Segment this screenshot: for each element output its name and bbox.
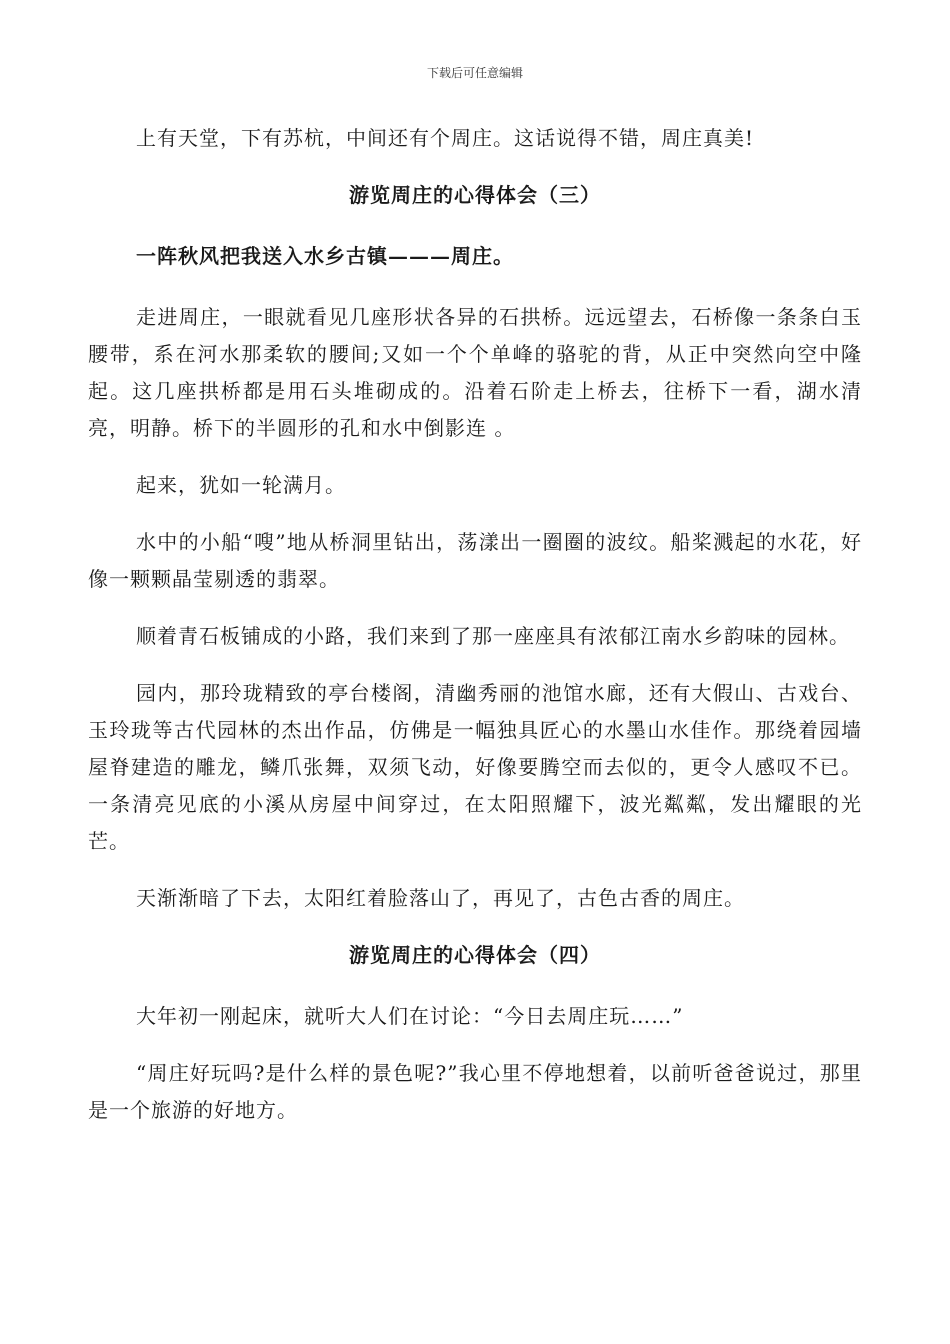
section-heading-4: 游览周庄的心得体会（四） [349, 943, 601, 967]
paragraph: 水中的小船“嗖”地从桥洞里钻出，荡漾出一圈圈的波纹。船桨溅起的水花，好像一颗颗晶莹剔透的翡翠。 [88, 530, 862, 591]
paragraph: 顺着青石板铺成的小路，我们来到了那一座座具有浓郁江南水乡韵味的园林。 [136, 624, 850, 648]
paragraph: 上有天堂，下有苏杭，中间还有个周庄。这话说得不错，周庄真美! [136, 126, 755, 150]
paragraph: “周庄好玩吗?是什么样的景色呢?”我心里不停地想着，以前听爸爸说过，那里是一个旅游的好地方。 [88, 1061, 862, 1122]
document-body [88, 120, 862, 1149]
paragraph: 天渐渐暗了下去，太阳红着脸落山了，再见了，古色古香的周庄。 [136, 886, 745, 910]
paragraph: 起来，犹如一轮满月。 [136, 473, 346, 497]
paragraph: 大年初一刚起床，就听大人们在讨论：“今日去周庄玩……” [136, 1004, 684, 1028]
section-intro: 一阵秋风把我送入水乡古镇———周庄。 [136, 244, 514, 268]
paragraph: 园内，那玲珑精致的亭台楼阁，清幽秀丽的池馆水廊，还有大假山、古戏台、玉玲珑等古代园林的杰出作品，仿佛是一幅独具匠心的水墨山水佳作。那绕着园墙屋脊建造的雕龙，鳞爪张舞，双须飞动，好像要腾空而去似的，更令人感叹不已。一条清亮见底的小溪从房屋中间穿过，在太阳照耀下，波光粼粼，发出耀眼的光芒。 [88, 681, 862, 853]
section-heading-3: 游览周庄的心得体会（三） [349, 183, 601, 207]
paragraph: 走进周庄，一眼就看见几座形状各异的石拱桥。远远望去，石桥像一条条白玉腰带，系在河水那柔软的腰间;又如一个个单峰的骆驼的背，从正中突然向空中隆起。这几座拱桥都是用石头堆砌成的。沿着石阶走上桥去，往桥下一看，湖水清亮，明静。桥下的半圆形的孔和水中倒影连 。 [88, 305, 862, 440]
page-header-note: 下载后可任意编辑 [426, 66, 523, 80]
